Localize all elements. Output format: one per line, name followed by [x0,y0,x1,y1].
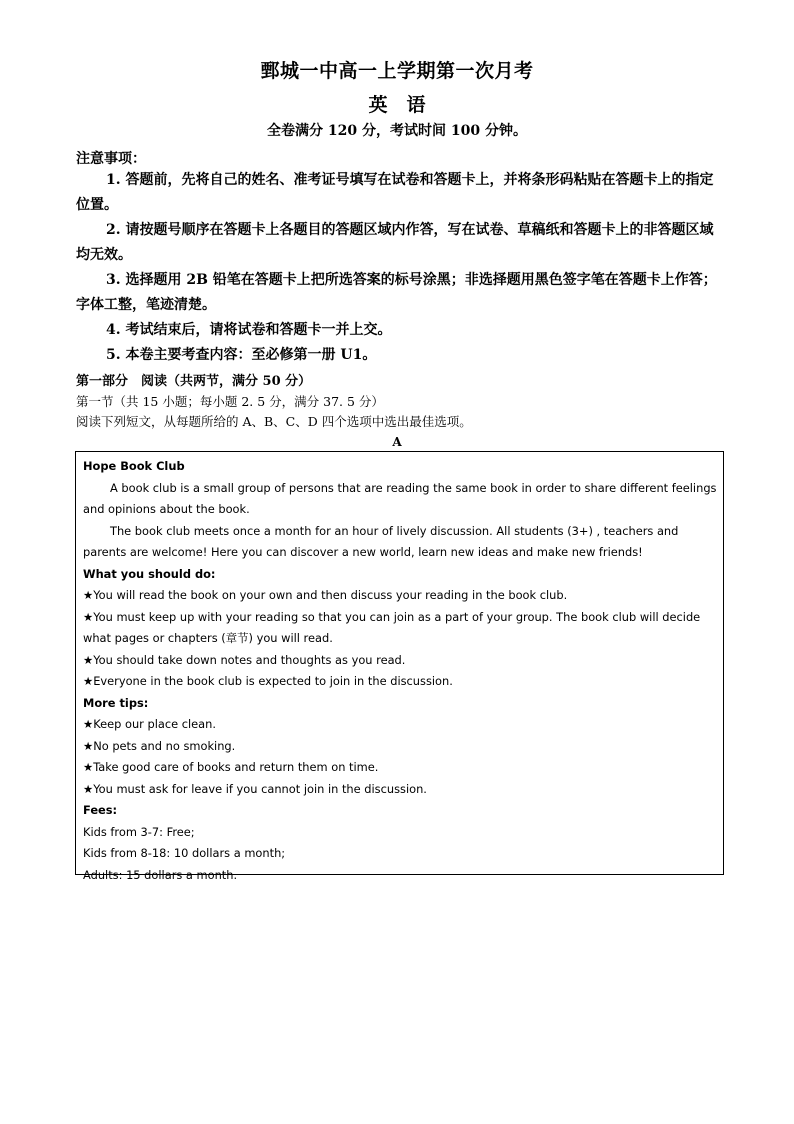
passage-title: Hope Book Club [83,459,185,473]
fee-item: Adults: 15 dollars a month. [83,867,238,882]
passage-paragraph: A book club is a small group of persons that are reading the same book in order to share different feelings and opinions about the book. [83,480,717,516]
passage-box [75,451,724,882]
passage-paragraph: The book club meets once a month for an hour of lively discussion. All students (3+) , teachers and parents are welcome! Here you can discover a new world, learn new ideas and make new friends! [83,523,679,559]
note-item: 5. 本卷主要考查内容：至必修第一册 U1。 [106,347,377,363]
fees-heading: Fees: [83,803,118,817]
fee-item: Kids from 3-7: Free; [83,824,195,839]
tips-heading: More tips: [83,695,149,710]
tip-item: ★You must ask for leave if you cannot join in the discussion. [83,781,427,796]
subject-title: 英 语 [368,94,426,116]
note-item: 1. 答题前，先将自己的姓名、准考证号填写在试卷和答题卡上，并将条形码粘贴在答题卡上的指定位置。 [76,172,714,213]
part-heading: 第一部分 阅读（共两节，满分 50 分） [76,374,312,389]
notes-heading: 注意事项： [76,151,146,167]
note-item: 4. 考试结束后，请将试卷和答题卡一并上交。 [106,322,392,338]
note-item: 3. 选择题用 2B 铅笔在答题卡上把所选答案的标号涂黑；非选择题用黑色签字笔在答题卡上作答；字体工整，笔迹清楚。 [76,272,717,313]
what-item: ★You should take down notes and thoughts as you read. [83,652,406,667]
exam-info: 全卷满分 120 分，考试时间 100 分钟。 [267,123,527,139]
exam-title: 鄄城一中高一上学期第一次月考 [260,60,534,82]
notes-list [76,168,721,368]
tip-item: ★Take good care of books and return them on time. [83,760,379,774]
what-item: ★You must keep up with your reading so that you can join as a part of your group. The book club will decide what pages or chapters (章节) you will read. [83,609,701,645]
what-heading: What you should do: [83,566,216,581]
section-heading: 第一节（共 15 小题；每小题 2. 5 分，满分 37. 5 分） [76,394,384,409]
note-item: 2. 请按题号顺序在答题卡上各题目的答题区域内作答，写在试卷、草稿纸和答题卡上的非答题区域均无效。 [76,222,714,263]
tip-item: ★No pets and no smoking. [83,738,236,753]
what-item: ★Everyone in the book club is expected to join in the discussion. [83,674,453,688]
what-item: ★You will read the book on your own and then discuss your reading in the book club. [83,588,568,602]
fee-item: Kids from 8-18: 10 dollars a month; [83,846,286,860]
passage-letter: A [392,435,402,449]
tip-item: ★Keep our place clean. [83,717,216,731]
reading-instruction: 阅读下列短文，从每题所给的 A、B、C、D 四个选项中选出最佳选项。 [76,414,472,429]
